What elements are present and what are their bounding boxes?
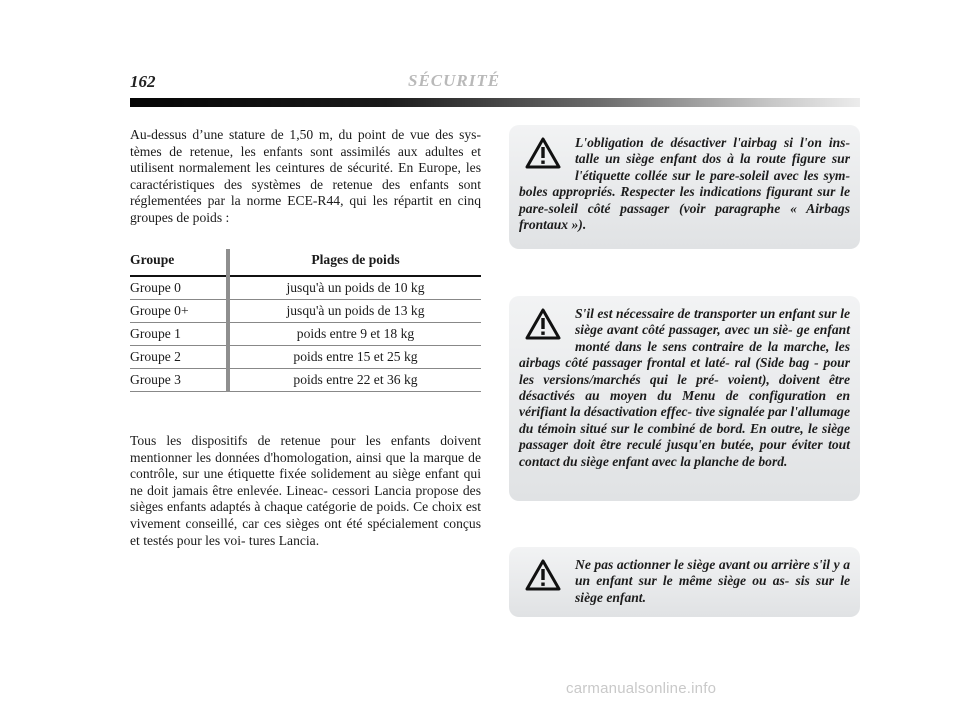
approval-paragraph: Tous les dispositifs de retenue pour les enfants doivent mentionner les données d'homologation, ainsi que la marque de contrôle, sur une étiquette fixée solidement au siège enfant qui ne doit jamais être enlevée. Lineac- cessori Lancia propose des sièges enfants adaptés à chaque catégorie de poids. Ce choix est vivement conseillé, car ces sièges ont été spécialement conçus et testés pour les voi- tures Lancia.	[130, 433, 481, 548]
group-cell: Groupe 1	[130, 326, 181, 341]
watermark: carmanualsonline.info	[566, 680, 717, 697]
warning-triangle-icon	[525, 308, 561, 340]
group-cell: Groupe 0+	[130, 303, 189, 318]
table-row	[130, 300, 481, 323]
group-cell: Groupe 0	[130, 280, 181, 295]
table-row	[130, 276, 481, 300]
warning-box-seat-adjust	[509, 547, 860, 617]
range-cell: jusqu'à un poids de 10 kg	[228, 276, 481, 300]
warning-box-passenger-seat	[509, 296, 860, 501]
range-cell: poids entre 9 et 18 kg	[228, 323, 481, 346]
table-row	[130, 323, 481, 346]
warning-text: L'obligation de désactiver l'airbag si l'on ins- talle un siège enfant dos à la route figure sur l'étiquette collée sur le pare-soleil avec les sym- boles appropriés. Respecter les indications figurant sur le pare-soleil côté passager (voir paragraphe « Airbags frontaux »).	[519, 135, 850, 233]
table-header-row	[130, 249, 481, 276]
warning-triangle-icon	[525, 137, 561, 169]
table-row	[130, 346, 481, 369]
warning-text: S'il est nécessaire de transporter un enfant sur le siège avant côté passager, avec un siè- ge enfant monté dans le sens contraire de la marche, les airbags côté passager frontal et laté- ral (Side bag - pour les versions/marchés qui le pré- voient), doivent être désactivés au moyen du Menu de configuration en vérifiant la désactivation effec- tive signalée par l'allumage du témoin situé sur le combiné de bord. En outre, le siège passager doit être reculé jusqu'en butée, pour éviter tout contact du siège enfant avec la planche de bord.	[519, 306, 850, 469]
range-cell: jusqu'à un poids de 13 kg	[228, 300, 481, 323]
column-header-group: Groupe	[130, 252, 175, 267]
table-row	[130, 369, 481, 392]
range-cell: poids entre 15 et 25 kg	[228, 346, 481, 369]
warning-text: Ne pas actionner le siège avant ou arrière s'il y a un enfant sur le même siège ou as- sis sur le siège enfant.	[575, 557, 850, 605]
column-header-range: Plages de poids	[228, 249, 481, 276]
intro-paragraph: Au-dessus d’une stature de 1,50 m, du point de vue des sys- tèmes de retenue, les enfants sont assimilés aux adultes et utilisent normalement les ceintures de sécurité. En Europe, les caractéristiques des systèmes de retenue des enfants sont réglementées par la norme ECE-R44, qui les répartit en cinq groupes de poids :	[130, 127, 481, 225]
section-title: SÉCURITÉ	[408, 71, 501, 90]
group-cell: Groupe 2	[130, 349, 181, 364]
weight-groups-table	[130, 249, 481, 392]
range-cell: poids entre 22 et 36 kg	[228, 369, 481, 392]
group-cell: Groupe 3	[130, 372, 181, 387]
header-rule	[130, 98, 860, 107]
page-number: 162	[130, 72, 156, 91]
warning-box-airbag-label	[509, 125, 860, 249]
warning-triangle-icon	[525, 559, 561, 591]
